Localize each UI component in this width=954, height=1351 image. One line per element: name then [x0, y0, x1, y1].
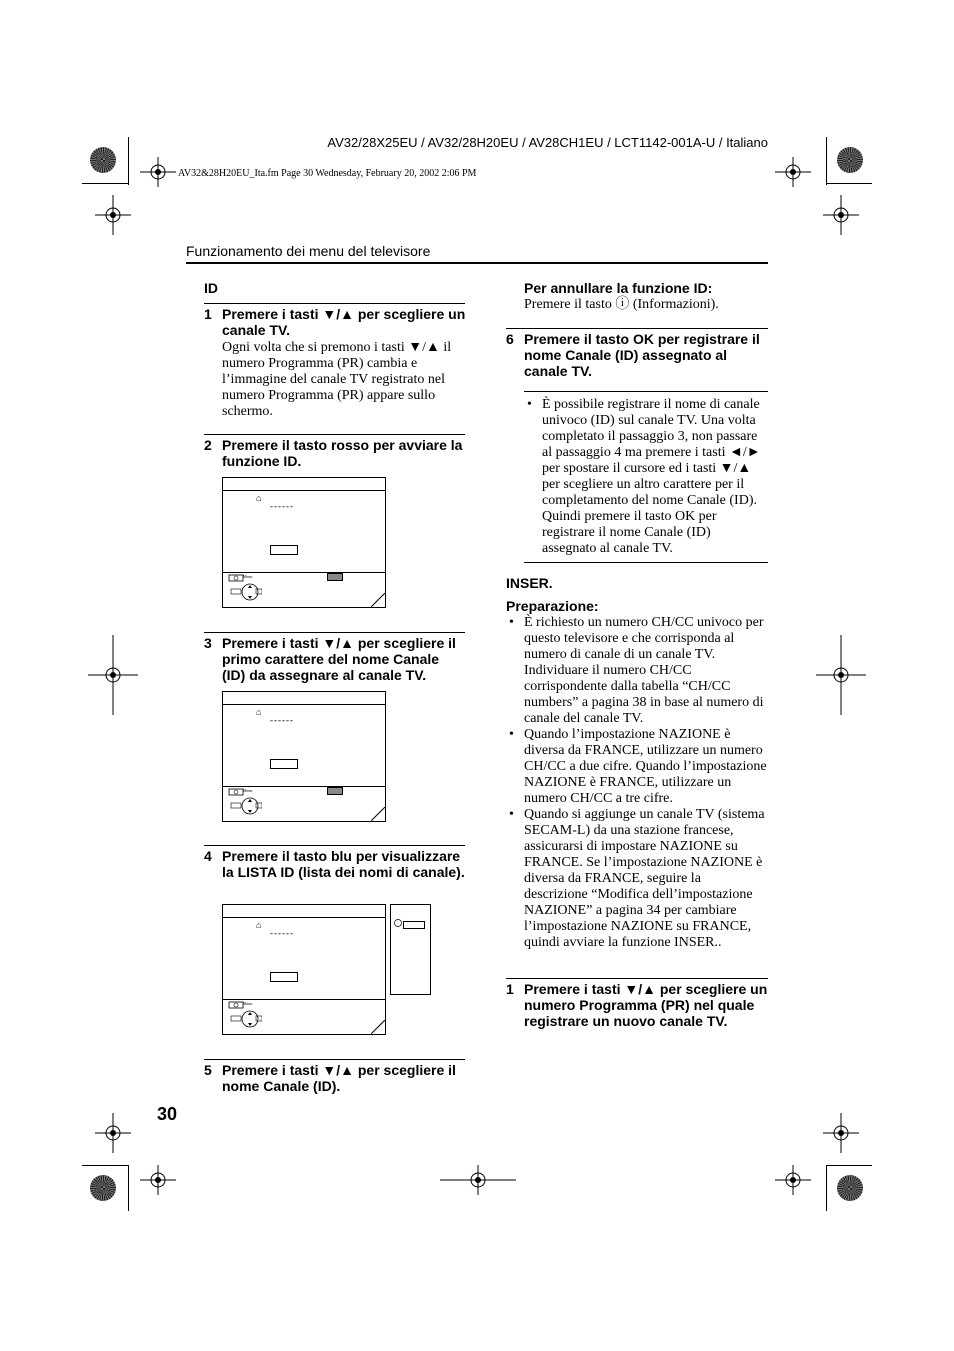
screen-rule [223, 786, 385, 787]
divider [204, 1059, 465, 1060]
step-4 [204, 848, 466, 898]
step-1 [204, 306, 466, 340]
section-title: Funzionamento dei menu del televisore [186, 243, 431, 259]
color-disc-mark [90, 1175, 116, 1201]
crosshair-mark [88, 635, 138, 715]
crosshair-mark [823, 1113, 859, 1153]
step-6 [506, 331, 768, 381]
model-line: AV32/28X25EU / AV32/28H20EU / AV28CH1EU / LCT1142-001A-U / Italiano [327, 135, 768, 150]
divider [204, 303, 465, 304]
tv-screen-id-list [222, 904, 386, 1035]
step-number: 5 [204, 1062, 212, 1078]
crosshair-mark [95, 1113, 131, 1153]
cut-corner [371, 593, 385, 607]
lock-icon: ⌂ [256, 493, 262, 503]
screen-rule [223, 999, 385, 1000]
cancel-heading: Per annullare la funzione ID: [524, 280, 713, 296]
color-disc-mark [837, 147, 863, 173]
step-title: Premere i tasti ▼/▲ per scegliere il primo carattere del nome Canale (ID) da assegnare al canale TV. [222, 635, 456, 683]
cut-corner [371, 1020, 385, 1034]
step-6-note [524, 397, 767, 557]
step-title: Premere i tasti ▼/▲ per scegliere il nome Canale (ID). [222, 1062, 456, 1094]
screen-box [270, 972, 298, 982]
menu-label: Menu [243, 788, 253, 793]
crosshair-mark [140, 157, 176, 187]
step-3 [204, 635, 466, 685]
list-selector [403, 921, 425, 929]
divider [524, 562, 768, 563]
cut-corner [371, 807, 385, 821]
menu-label: Menu [243, 1001, 253, 1006]
step-1-body: Ogni volta che si premono i tasti ▼/▲ il numero Programma (PR) cambia e l’immagine del canale TV registrato nel numero Programma (PR) appare sullo schermo. [222, 340, 452, 419]
step-title: Premere il tasto OK per registrare il nome Canale (ID) assegnato al canale TV. [524, 331, 760, 379]
crosshair-mark [816, 635, 866, 715]
note-item: • È possibile registrare il nome di canale univoco (ID) sul canale TV. Una volta completato il passaggio 3, non passare al passaggio 4 ma premere i tasti ◄/► per spostare il cursore ed i tasti ▼/▲ per scegliere un altro carattere per il completamento del nome Canale (ID). Quindi premere il tasto OK per registrare il nome Canale (ID) assegnato al canale TV. [524, 397, 767, 557]
divider [204, 632, 465, 633]
step-title: Premere i tasti ▼/▲ per scegliere un numero Programma (PR) nel quale registrare un nuovo canale TV. [524, 981, 768, 1029]
color-disc-mark [837, 1175, 863, 1201]
crosshair-mark [95, 195, 131, 235]
red-button-icon [327, 573, 343, 581]
step-2 [204, 437, 466, 471]
id-list-panel [390, 904, 431, 995]
step-number: 1 [506, 981, 514, 997]
screen-rule [223, 917, 385, 918]
step-title: Premere il tasto rosso per avviare la funzione ID. [222, 437, 463, 469]
divider [506, 328, 768, 329]
step-number: 6 [506, 331, 514, 347]
step-title: Premere i tasti ▼/▲ per scegliere un canale TV. [222, 306, 466, 338]
crosshair-mark [823, 195, 859, 235]
step-number: 4 [204, 848, 212, 864]
id-placeholder: ------ [270, 928, 294, 938]
page-number: 30 [157, 1104, 178, 1124]
prep-list [506, 615, 768, 951]
lock-icon: ⌂ [256, 707, 262, 717]
step-5 [204, 1062, 466, 1096]
id-heading: ID [204, 280, 218, 296]
file-info: AV32&28H20EU_Ita.fm Page 30 Wednesday, February 20, 2002 2:06 PM [178, 168, 477, 179]
divider [524, 391, 768, 392]
screen-box [270, 545, 298, 555]
inser-heading: INSER. [506, 575, 553, 591]
id-placeholder: ------ [270, 715, 294, 725]
prep-heading: Preparazione: [506, 598, 599, 614]
step-number: 1 [204, 306, 212, 322]
prep-item: • Quando si aggiunge un canale TV (sistema SECAM-L) da una stazione francese, assicurarsi di impostare NAZIONE su FRANCE. Se l’impostazione NAZIONE è diversa da FRANCE, seguire la descrizione “Modifica dell’impostazione NAZIONE” a pagina 34 per cambiare l’impostazione NAZIONE su FRANCE, quindi avviare la funzione INSER.. [506, 807, 768, 951]
step-number: 3 [204, 635, 212, 651]
divider [204, 845, 465, 846]
crosshair-mark [775, 157, 811, 187]
id-placeholder: ------ [270, 501, 294, 511]
divider [204, 434, 465, 435]
prep-item: • È richiesto un numero CH/CC univoco per questo televisore e che corrisponda al numero di canale di un canale TV. Individuare il numero CH/CC corrispondente dalla tabella “CH/CC numbers” a pagina 38 in base al numero di canale del canale TV. [506, 615, 768, 727]
color-disc-mark [90, 147, 116, 173]
lock-icon: ⌂ [256, 920, 262, 930]
crosshair-mark [140, 1165, 176, 1195]
screen-rule [223, 704, 385, 705]
step-title: Premere il tasto blu per visualizzare la LISTA ID (lista dei nomi di canale). [222, 848, 465, 880]
crosshair-mark [440, 1165, 516, 1195]
red-button-icon [327, 787, 343, 795]
screen-rule [223, 490, 385, 491]
step-1-inser [506, 981, 768, 1031]
header-rule [186, 262, 768, 264]
screen-box [270, 759, 298, 769]
prep-item: • Quando l’impostazione NAZIONE è diversa da FRANCE, utilizzare un numero CH/CC a due cifre. Quando l’impostazione NAZIONE è FRANCE, utilizzare un numero CH/CC a tre cifre. [506, 727, 768, 807]
info-icon [394, 919, 402, 927]
screen-rule [223, 572, 385, 573]
menu-label: Menu [243, 574, 253, 579]
divider [506, 978, 768, 979]
tv-screen-id-char [222, 691, 386, 822]
crosshair-mark [775, 1165, 811, 1195]
step-number: 2 [204, 437, 212, 453]
cancel-body: Premere il tasto ⓘ (Informazioni). [524, 297, 719, 312]
tv-screen-id [222, 477, 386, 608]
